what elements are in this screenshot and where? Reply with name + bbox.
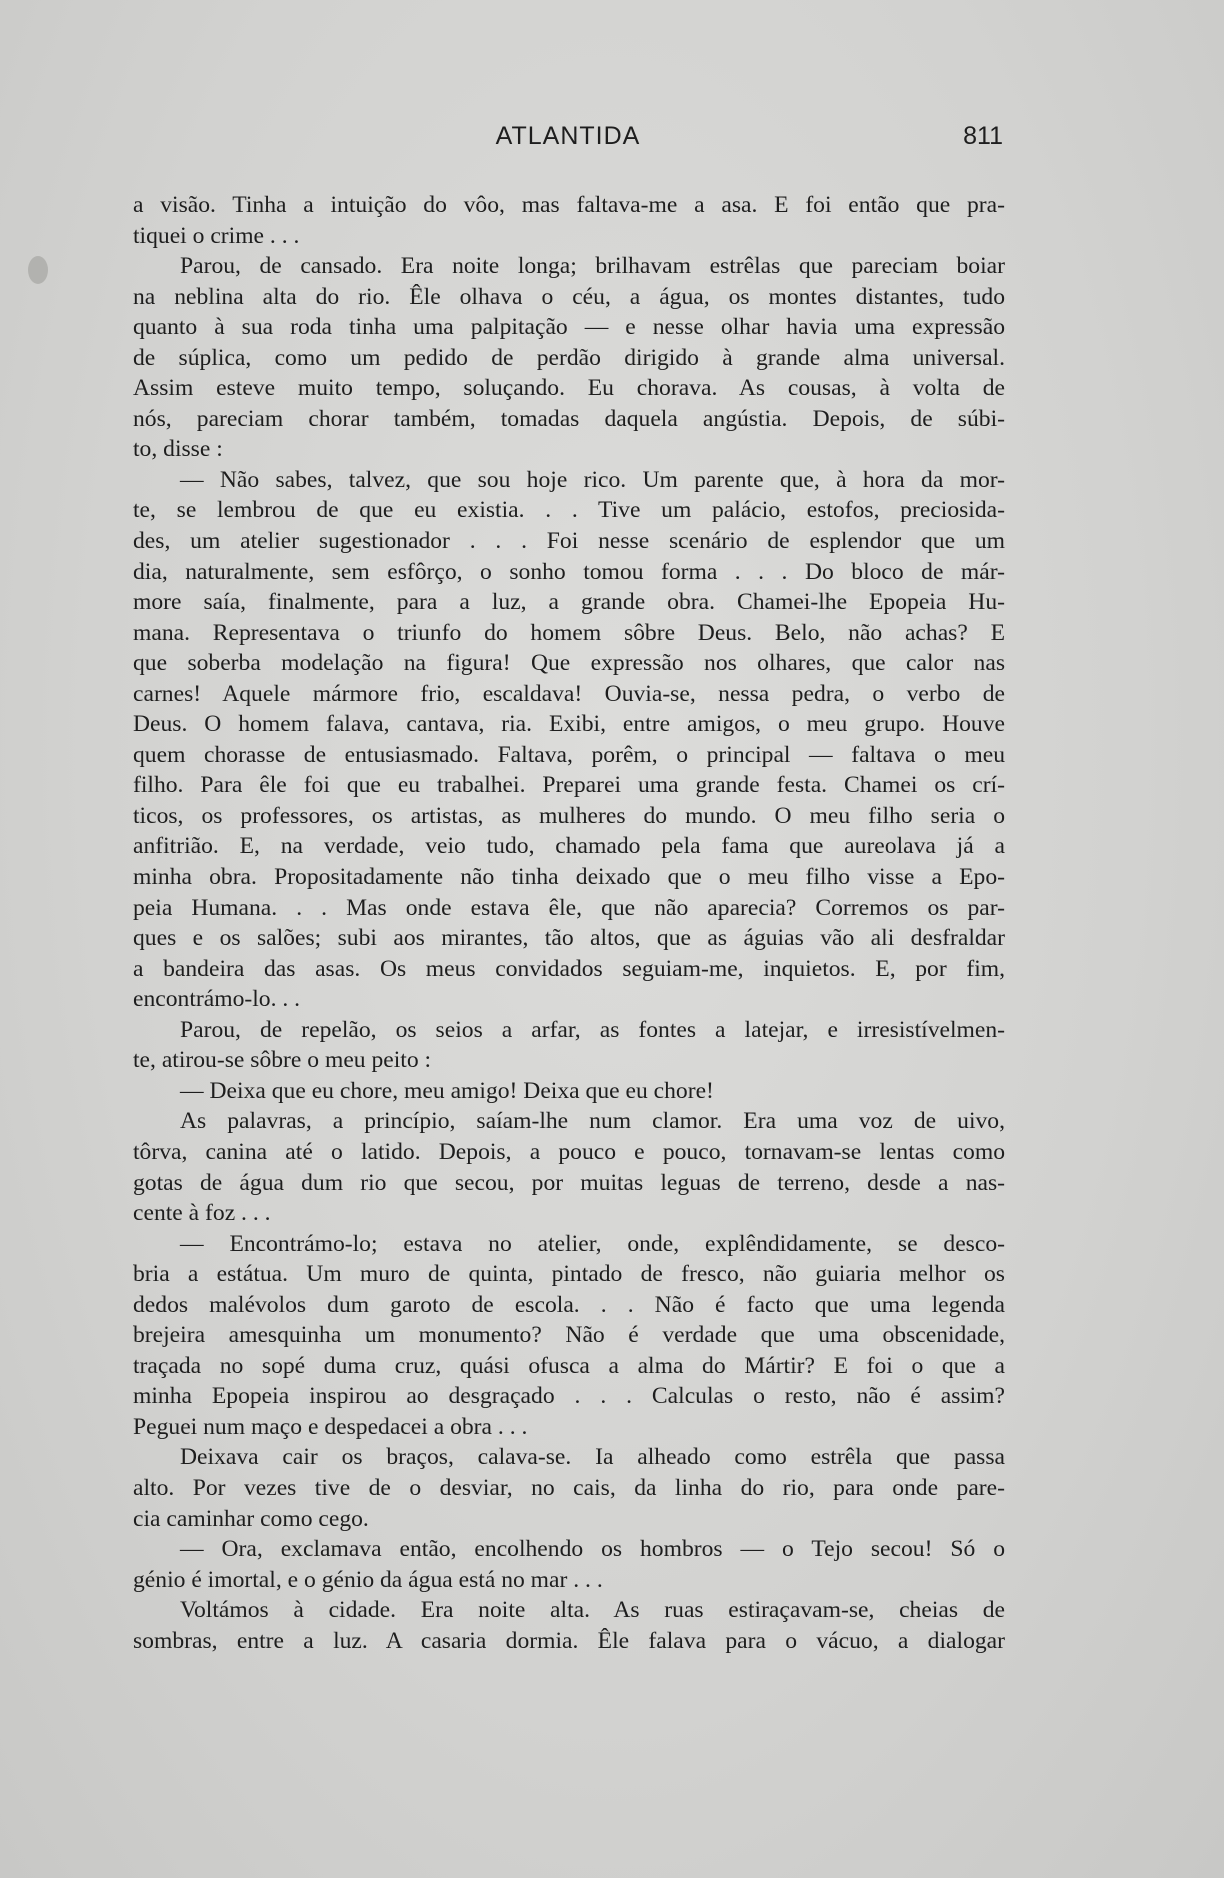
text-line: quanto à sua roda tinha uma palpitação — e nesse olhar havia uma expressão [133,314,1005,341]
text-line: mana. Representava o triunfo do homem sôbre Deus. Belo, não achas? E [133,619,1005,646]
text-line: encontrámo-lo. . . [133,986,301,1013]
text-line: Deus. O homem falava, cantava, ria. Exibi, entre amigos, o meu grupo. Houve [133,711,1005,738]
text-line: peia Humana. . . Mas onde estava êle, que não aparecia? Corremos os par- [133,894,1005,921]
text-line: a visão. Tinha a intuição do vôo, mas faltava-me a asa. E foi então que pra- [133,192,1005,218]
text-line: Assim esteve muito tempo, soluçando. Eu chorava. As cousas, à volta de [133,375,1005,402]
text-line: minha Epopeia inspirou ao desgraçado . . . Calculas o resto, não é assim? [133,1383,1005,1410]
ink-smudge [28,256,48,284]
text-line: brejeira amesquinha um monumento? Não é verdade que uma obscenidade, [133,1322,1005,1349]
page-number: 811 [963,122,1003,150]
text-line: Parou, de cansado. Era noite longa; brilhavam estrêlas que pareciam boiar [180,253,1005,280]
text-line: nós, pareciam chorar também, tomadas daquela angústia. Depois, de súbi- [133,405,1005,432]
journal-title: ATLANTIDA [495,122,641,150]
text-line: filho. Para êle foi que eu trabalhei. Preparei uma grande festa. Chamei os crí- [133,772,1005,799]
text-line: — Encontrámo-lo; estava no atelier, onde, explêndidamente, se desco- [180,1230,1005,1257]
text-line: gotas de água dum rio que secou, por muitas leguas de terreno, desde a nas- [133,1169,1005,1196]
text-line: de súplica, como um pedido de perdão dirigido à grande alma universal. [133,344,1005,371]
text-line: Deixava cair os braços, calava-se. Ia alheado como estrêla que passa [180,1444,1005,1471]
text-line: traçada no sopé duma cruz, quási ofusca a alma do Mártir? E foi o que a [133,1352,1005,1379]
text-line: Voltámos à cidade. Era noite alta. As ruas estiraçavam-se, cheias de [180,1597,1005,1624]
text-line: tôrva, canina até o latido. Depois, a pouco e pouco, tornavam-se lentas como [133,1138,1005,1165]
text-line: génio é imortal, e o génio da água está no mar . . . [133,1566,603,1593]
text-line: te, se lembrou de que eu existia. . . Tive um palácio, estofos, preciosida- [133,497,1005,524]
body-text [133,190,1005,1656]
text-line: minha obra. Propositadamente não tinha deixado que o meu filho visse a Epo- [133,864,1005,891]
text-line: te, atirou-se sôbre o meu peito : [133,1047,432,1074]
text-line: tiquei o crime . . . [133,222,300,249]
text-line: — Deixa que eu chore, meu amigo! Deixa que eu chore! [180,1077,714,1104]
text-line: que soberba modelação na figura! Que expressão nos olhares, que calor nas [133,650,1005,677]
text-line: bria a estátua. Um muro de quinta, pintado de fresco, não guiaria melhor os [133,1261,1005,1288]
text-line: quem chorasse de entusiasmado. Faltava, porêm, o principal — faltava o meu [133,741,1005,768]
text-line: ticos, os professores, os artistas, as mulheres do mundo. O meu filho seria o [133,802,1005,829]
running-header [133,122,1003,152]
text-line: ques e os salões; subi aos mirantes, tão altos, que as águias vão ali desfraldar [133,925,1005,952]
text-line: more saía, finalmente, para a luz, a grande obra. Chamei-lhe Epopeia Hu- [133,589,1005,616]
text-line: sombras, entre a luz. A casaria dormia. Êle falava para o vácuo, a dialogar [133,1627,1005,1654]
text-line: to, disse : [133,436,223,463]
text-line: carnes! Aquele mármore frio, escaldava! Ouvia-se, nessa pedra, o verbo de [133,680,1005,707]
text-line: — Não sabes, talvez, que sou hoje rico. Um parente que, à hora da mor- [180,466,1005,493]
text-line: cia caminhar como cego. [133,1505,369,1532]
text-line: As palavras, a princípio, saíam-lhe num clamor. Era uma voz de uivo, [180,1108,1005,1135]
text-line: anfitrião. E, na verdade, veio tudo, chamado pela fama que aureolava já a [133,833,1005,860]
text-line: na neblina alta do rio. Êle olhava o céu, a água, os montes distantes, tudo [133,283,1005,310]
text-line: des, um atelier sugestionador . . . Foi nesse scenário de esplendor que um [133,528,1005,555]
text-line: a bandeira das asas. Os meus convidados seguiam-me, inquietos. E, por fim, [133,955,1005,982]
text-line: cente à foz . . . [133,1200,271,1227]
text-line: Parou, de repelão, os seios a arfar, as fontes a latejar, e irresistívelmen- [180,1016,1005,1043]
text-line: alto. Por vezes tive de o desviar, no cais, da linha do rio, para onde pare- [133,1474,1005,1501]
text-line: — Ora, exclamava então, encolhendo os hombros — o Tejo secou! Só o [180,1536,1005,1563]
text-line: Peguei num maço e despedacei a obra . . . [133,1413,528,1440]
text-line: dedos malévolos dum garoto de escola. . . Não é facto que uma legenda [133,1291,1005,1318]
text-line: dia, naturalmente, sem esfôrço, o sonho tomou forma . . . Do bloco de már- [133,558,1005,585]
